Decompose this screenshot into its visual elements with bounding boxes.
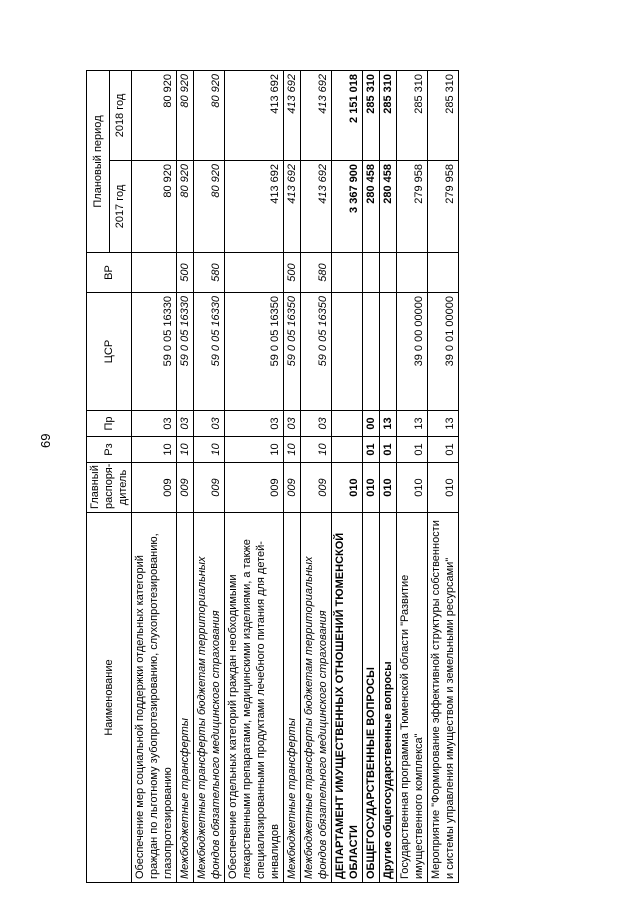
cell-2018: 413 692 bbox=[225, 71, 284, 161]
cell-rz: 10 bbox=[194, 437, 225, 463]
cell-2017: 80 920 bbox=[177, 161, 194, 253]
cell-2018: 80 920 bbox=[132, 71, 177, 161]
cell-2018: 80 920 bbox=[177, 71, 194, 161]
cell-2017: 80 920 bbox=[194, 161, 225, 253]
cell-csr: 59 0 05 16350 bbox=[225, 293, 284, 411]
cell-rz: 10 bbox=[177, 437, 194, 463]
cell-pr: 03 bbox=[132, 411, 177, 437]
cell-pr: 03 bbox=[177, 411, 194, 437]
cell-rz: 10 bbox=[132, 437, 177, 463]
cell-pr: 03 bbox=[225, 411, 284, 437]
cell-name: ДЕПАРТАМЕНТ ИМУЩЕСТВЕННЫХ ОТНОШЕНИЙ ТЮМЕНСКОЙ ОБЛАСТИ bbox=[332, 513, 363, 883]
page-number: 69 bbox=[38, 433, 53, 448]
cell-pr bbox=[332, 411, 363, 437]
col-header-csr: ЦСР bbox=[87, 293, 132, 411]
cell-2017: 279 958 bbox=[428, 161, 459, 253]
cell-glav: 009 bbox=[225, 463, 284, 513]
cell-2018: 285 310 bbox=[380, 71, 397, 161]
table-row bbox=[428, 71, 459, 883]
table-row bbox=[132, 71, 177, 883]
budget-table bbox=[86, 70, 459, 883]
cell-glav: 009 bbox=[301, 463, 332, 513]
cell-vr bbox=[363, 253, 380, 293]
cell-rz: 10 bbox=[225, 437, 284, 463]
cell-glav: 010 bbox=[380, 463, 397, 513]
table-row bbox=[397, 71, 428, 883]
cell-2017: 3 367 900 bbox=[332, 161, 363, 253]
cell-rz: 01 bbox=[363, 437, 380, 463]
table-row bbox=[225, 71, 284, 883]
cell-vr: 580 bbox=[301, 253, 332, 293]
cell-2017: 280 458 bbox=[363, 161, 380, 253]
cell-name: Обеспечение отдельных категорий граждан необходимыми лекарственными препаратами, медицинскими изделиями, а также специализированными продуктами лечебного питания для детей-инвалидов bbox=[225, 513, 284, 883]
col-header-vr: ВР bbox=[87, 253, 132, 293]
table-row bbox=[284, 71, 301, 883]
cell-name: Мероприятие "Формирование эффективной структуры собственности и системы управления имуществом и земельными ресурсами" bbox=[428, 513, 459, 883]
cell-pr: 13 bbox=[397, 411, 428, 437]
cell-2017: 80 920 bbox=[132, 161, 177, 253]
cell-name: Обеспечение мер социальной поддержки отдельных категорий граждан по льготному зубопротезированию, слухопротезированию, глазопротезированию bbox=[132, 513, 177, 883]
cell-pr: 00 bbox=[363, 411, 380, 437]
cell-vr: 500 bbox=[284, 253, 301, 293]
col-header-2017: 2017 год bbox=[109, 161, 132, 253]
cell-glav: 010 bbox=[332, 463, 363, 513]
cell-vr bbox=[380, 253, 397, 293]
cell-vr bbox=[397, 253, 428, 293]
cell-name: Межбюджетные трансферты бюджетам территориальных фондов обязательного медицинского страхования bbox=[301, 513, 332, 883]
cell-2017: 413 692 bbox=[225, 161, 284, 253]
col-header-pr: Пр bbox=[87, 411, 132, 437]
cell-csr: 59 0 05 16330 bbox=[194, 293, 225, 411]
cell-rz: 01 bbox=[397, 437, 428, 463]
table-row bbox=[177, 71, 194, 883]
cell-csr bbox=[332, 293, 363, 411]
cell-vr: 580 bbox=[194, 253, 225, 293]
col-header-name: Наименование bbox=[87, 513, 132, 883]
cell-2017: 413 692 bbox=[284, 161, 301, 253]
cell-name: ОБЩЕГОСУДАРСТВЕННЫЕ ВОПРОСЫ bbox=[363, 513, 380, 883]
cell-name: Межбюджетные трансферты bbox=[177, 513, 194, 883]
cell-csr: 39 0 01 00000 bbox=[428, 293, 459, 411]
cell-glav: 009 bbox=[177, 463, 194, 513]
col-header-glav: Главный распоря-дитель bbox=[87, 463, 132, 513]
cell-2018: 285 310 bbox=[428, 71, 459, 161]
cell-glav: 010 bbox=[363, 463, 380, 513]
cell-glav: 010 bbox=[397, 463, 428, 513]
cell-csr: 39 0 00 00000 bbox=[397, 293, 428, 411]
cell-csr: 59 0 05 16330 bbox=[132, 293, 177, 411]
cell-rz: 10 bbox=[284, 437, 301, 463]
table-row bbox=[301, 71, 332, 883]
cell-vr: 500 bbox=[177, 253, 194, 293]
table-row bbox=[194, 71, 225, 883]
cell-csr bbox=[363, 293, 380, 411]
table-row bbox=[363, 71, 380, 883]
cell-glav: 009 bbox=[284, 463, 301, 513]
cell-2018: 2 151 018 bbox=[332, 71, 363, 161]
cell-pr: 13 bbox=[428, 411, 459, 437]
cell-name: Государственная программа Тюменской области "Развитие имущественного комплекса" bbox=[397, 513, 428, 883]
cell-vr bbox=[332, 253, 363, 293]
table-row bbox=[332, 71, 363, 883]
cell-name: Другие общегосударственные вопросы bbox=[380, 513, 397, 883]
cell-pr: 13 bbox=[380, 411, 397, 437]
col-header-rz: Рз bbox=[87, 437, 132, 463]
cell-rz: 10 bbox=[301, 437, 332, 463]
cell-2018: 285 310 bbox=[363, 71, 380, 161]
table-row bbox=[380, 71, 397, 883]
cell-2018: 285 310 bbox=[397, 71, 428, 161]
cell-rz bbox=[332, 437, 363, 463]
cell-csr bbox=[380, 293, 397, 411]
cell-2018: 413 692 bbox=[284, 71, 301, 161]
cell-2018: 80 920 bbox=[194, 71, 225, 161]
cell-pr: 03 bbox=[194, 411, 225, 437]
cell-csr: 59 0 05 16350 bbox=[284, 293, 301, 411]
cell-glav: 009 bbox=[194, 463, 225, 513]
cell-pr: 03 bbox=[284, 411, 301, 437]
cell-2018: 413 692 bbox=[301, 71, 332, 161]
col-header-plan: Плановый период bbox=[87, 71, 110, 253]
col-header-2018: 2018 год bbox=[109, 71, 132, 161]
cell-name: Межбюджетные трансферты бюджетам территориальных фондов обязательного медицинского страхования bbox=[194, 513, 225, 883]
cell-vr bbox=[132, 253, 177, 293]
cell-rz: 01 bbox=[428, 437, 459, 463]
cell-pr: 03 bbox=[301, 411, 332, 437]
cell-vr bbox=[428, 253, 459, 293]
rotated-table-container bbox=[86, 71, 533, 883]
cell-name: Межбюджетные трансферты bbox=[284, 513, 301, 883]
cell-rz: 01 bbox=[380, 437, 397, 463]
cell-csr: 59 0 05 16350 bbox=[301, 293, 332, 411]
cell-2017: 279 958 bbox=[397, 161, 428, 253]
cell-glav: 009 bbox=[132, 463, 177, 513]
cell-csr: 59 0 05 16330 bbox=[177, 293, 194, 411]
cell-2017: 413 692 bbox=[301, 161, 332, 253]
cell-2017: 280 458 bbox=[380, 161, 397, 253]
cell-vr bbox=[225, 253, 284, 293]
cell-glav: 010 bbox=[428, 463, 459, 513]
